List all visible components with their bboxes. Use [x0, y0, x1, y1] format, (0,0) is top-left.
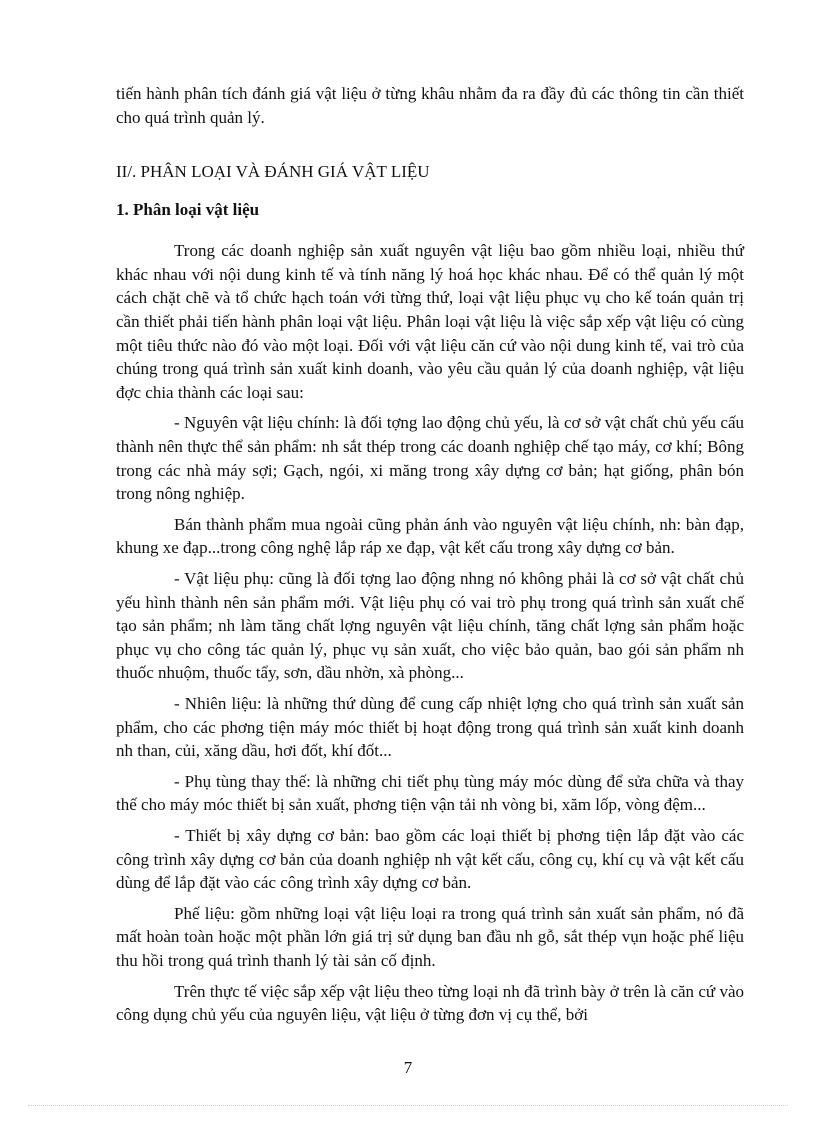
page-bottom-divider — [28, 1105, 788, 1106]
page-number: 7 — [403, 1058, 413, 1077]
paragraph-classification-basis: Trên thực tế việc sắp xếp vật liệu theo từng loại nh đã trình bày ở trên là căn cứ vào công dụng chủ yếu của nguyên liệu, vật liệu ở từng đơn vị cụ thể, bởi — [116, 981, 744, 1025]
paragraph-main-materials: - Nguyên vật liệu chính: là đối tợng lao động chủ yếu, là cơ sở vật chất chủ yếu cấu thành nên thực thể sản phẩm: nh sắt thép trong các doanh nghiệp chế tạo máy, cơ khí; Bông trong các nhà máy sợi; Gạch, ngói, xi măng trong xây dựng cơ bản; hạt giống, phân bón trong nông nghiệp. — [116, 413, 744, 504]
paragraph-spare-parts: - Phụ tùng thay thế: là những chi tiết phụ tùng máy móc dùng để sửa chữa và thay thế cho máy móc thiết bị sản xuất, phơng tiện vận tải nh vòng bi, xăm lốp, vòng đệm... — [116, 771, 744, 815]
page-body — [116, 82, 744, 1027]
paragraph-overview: Trong các doanh nghiệp sản xuất nguyên vật liệu bao gồm nhiều loại, nhiều thứ khác nhau với nội dung kinh tế và tính năng lý hoá học khác nhau. Để có thể quản lý một cách chặt chẽ và tổ chức hạch toán với từng thứ, loại vật liệu phục vụ cho kế toán quản trị cần thiết phải tiến hành phân loại vật liệu. Phân loại vật liệu là việc sắp xếp vật liệu có cùng một tiêu thức nào đó vào một loại. Đối với vật liệu căn cứ vào nội dung kinh tế, vai trò của chúng trong quá trình sản xuất kinh doanh, vào yêu cầu quản lý của doanh nghiệp, vật liệu đợc chia thành các loại sau: — [116, 241, 744, 402]
paragraph-fuel: - Nhiên liệu: là những thứ dùng để cung cấp nhiệt lợng cho quá trình sản xuất sản phẩm, cho các phơng tiện máy móc thiết bị hoạt động trong quá trình sản xuất kinh doanh nh than, củi, xăng dầu, hơi đốt, khí đốt... — [116, 693, 744, 761]
section-heading: II/. PHÂN LOẠI VÀ ĐÁNH GIÁ VẬT LIỆU — [116, 162, 430, 182]
subsection-heading: 1. Phân loại vật liệu — [116, 200, 260, 220]
paragraph-construction-equipment: - Thiết bị xây dựng cơ bản: bao gồm các loại thiết bị phơng tiện lắp đặt vào các công trình xây dựng cơ bản của doanh nghiệp nh vật kết cấu, công cụ, khí cụ và vật kết cấu dùng để lắp đặt vào các công trình xây dựng cơ bản. — [116, 825, 744, 893]
intro-paragraph: tiến hành phân tích đánh giá vật liệu ở từng khâu nhằm đa ra đầy đủ các thông tin cần thiết cho quá trình quản lý. — [116, 84, 744, 127]
paragraph-semi-finished: Bán thành phẩm mua ngoài cũng phản ánh vào nguyên vật liệu chính, nh: bàn đạp, khung xe đạp...trong công nghệ lắp ráp xe đạp, vật kết cấu trong xây dựng cơ bản. — [116, 514, 744, 558]
paragraph-auxiliary-materials: - Vật liệu phụ: cũng là đối tợng lao động nhng nó không phải là cơ sở vật chất chủ yếu hình thành nên sản phẩm mới. Vật liệu phụ có vai trò phụ trong quá trình sản xuất chế tạo sản phẩm; nh làm tăng chất lợng nguyên vật liệu chính, tăng chất lợng sản phẩm hoặc phục vụ cho công tác quản lý, phục vụ sản xuất, cho việc bảo quản, bao gói sản phẩm nh thuốc nhuộm, thuốc tẩy, sơn, dầu nhờn, xà phòng... — [116, 569, 744, 683]
paragraph-scrap: Phế liệu: gồm những loại vật liệu loại ra trong quá trình sản xuất sản phẩm, nó đã mất hoàn toàn hoặc một phần lớn giá trị sử dụng ban đầu nh gỗ, sắt thép vụn hoặc phế liệu thu hồi trong quá trình thanh lý tài sản cố định. — [116, 903, 744, 970]
